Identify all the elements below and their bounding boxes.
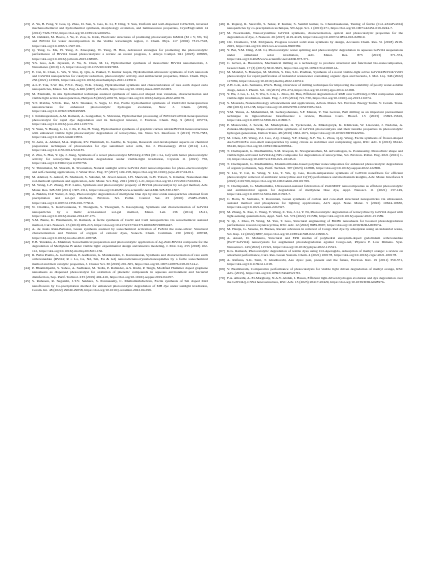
reference-number: [67] [219, 249, 225, 254]
reference-number: [33] [24, 139, 30, 144]
reference-entry [219, 276, 403, 285]
reference-entry [24, 70, 208, 83]
reference-text: M. Mandal, S. Banerjee, M. Mallick, S. Das, S.K. Pradhan, Synthesis of a novel visible-light active GdVO4/BiVO4/V2O5 photocatalyst for rapid purification of industrial wastewater containing organic dyes and bacteria, J. Mol. Liq. 346 (2022) 117084, https://doi.org/10.1016/j.molliq.2022.120512. [227, 70, 403, 83]
reference-text: A.L.Y. Tok, S.W. Du, F.Y.C. Boey, W.K. Chong, Hydrothermal synthesis and characterization of rare earth doped ceria nanoparticles, Mater. Sci. Eng. A 466 (2007) 223-229, https://doi.org/10.1016/j.msea.2007.02.063. [32, 82, 208, 92]
reference-text: V. Ekambaram, Comparative performance of photocatalysts for visible light driven degradation of methyl orange, RSC Adv. (2015), https://doi.org/10.1039/C5RA05217D. [227, 266, 403, 276]
reference-entry [24, 266, 208, 279]
reference-entry [219, 227, 403, 236]
reference-entry [24, 61, 208, 70]
reference-entry [219, 123, 403, 136]
reference-text: K.G. Ramesh, Photocatalytic degradation of textile dyes using CO-Aperagida, Adsorption of methyl orange: a review on adsorbent performance, Curr. Res. Green Sustain. Chem. 4 (2021) 100178, https://doi.org/10.1016/j.crgsc.2021.100178. [227, 249, 403, 258]
reference-number: [44] [24, 266, 30, 271]
reference-number: [43] [24, 253, 30, 258]
reference-entry [219, 149, 403, 162]
reference-number: [46] [219, 22, 225, 26]
reference-entry [24, 175, 208, 184]
reference-number: [39] [24, 205, 30, 210]
reference-text: P. Mazowicki, J. Sowik, M. Miedzyńska, O. Tyckowski, A. Mikołajczyk, K. Klimczak, W. Lisowski, J. Nadolna, A. Zaleska-Medynska, Shape-controllable synthesis of GdVO4 photocatalysts and their tunable properties in photocatalytic hydrogen generation, Dalton Trans. 48 (2019) 1662-1671, https://doi.org/10.1039/C8DT04225K. [227, 122, 403, 136]
reference-entry [219, 92, 403, 101]
reference-number: [38] [24, 192, 30, 197]
reference-number: [25] [24, 48, 30, 53]
reference-text: C. Botta, N. Samanta, T. Roventani, Green synthesis of carbon and core-shell structured nanoparticles via ultrasound-assisted method and phosphorus for lighting applications, ACS Appl. Nano Mater. 5 (2022) 10624-10630, https://doi.org/10.1021/acsanm.2c02327. [227, 196, 403, 210]
reference-entry [219, 197, 403, 210]
reference-text: Y. Qi, J. Zhao, H. Wang, M. Yan, T. Guo, Structural engineering of BiOBr nanosheets for boosted photodegradation performance toward oxytetracycline, RSC Adv. 12 (2022) 8989-8997, https://doi.org/10.1039/D2RA00397A. [227, 218, 403, 227]
reference-text: R. Rajaraj, R. Saravifit, S. Sekar, P. Kumar, S. Senthil kumar, G. Chandrasekaran, Tuning of ferrite (Co1-xZnxFe2O4) nanoparticles by co-precipitation technique, SN Appl. Sci. 1 (2019) 271, https://doi.org/10.1007/s42452-019-0244-7. [227, 22, 403, 31]
reference-entry [219, 162, 403, 171]
reference-text: Y.T. Prabhu, V.N.K. Rao, M.V. Shankar, S. Sujja, U. Pal, Facile hydrothermal synthesis of ZnO/CdO heterojunction nanostructures for enhanced photocatalytic hydrogen evolution, New J. Chem. (2019), https://doi.org/10.1039/C9NJ04956H. [32, 100, 208, 114]
reference-text: E. Cui, R. Chen, L. Wu, Y. Shu, Q. Qin, A. Pakkel, V. Kumar Gupta, Hydrothermal-ultrasonic synthesis of CuS nanorods and CuWO4 nanoparticles for catalytic reduction, photocatalytic activity, and antibacterial properties, Mater. Chem. Phys. 256 (2021) 123919, https://doi.org/10.1016/j.matchemphys.2021.123919. [32, 69, 208, 83]
reference-number: [56] [219, 122, 225, 127]
reference-text: A. Rafiana, S.K. Sinti, T. Ghaditorabi, Azo dyes: past, present and the future, Environ. Rev. 19 (2011) 350-371, https://doi.org/10.1139/a11-018. [227, 258, 403, 267]
reference-number: [31] [24, 113, 30, 118]
reference-number: [47] [219, 30, 225, 35]
reference-entry [219, 48, 403, 61]
reference-text: S. Rubesen, R. Suganthi, J.T.V. Sekhara, S. Ponnusamy, C. Muthamizhchelvan, Facile synthesis of Sm doped ZnO nanoflowers by Co-precipitation method for enhanced photocatalytic degradation of MB dye under sunlight irradiation, Ceram. Int. 48 (2022) 29049-29058, https://doi.org/10.1016/j.ceramint.2022.04.299. [32, 279, 208, 292]
reference-number: [24] [24, 35, 30, 40]
reference-entry [24, 92, 208, 101]
reference-text: Y. Yuan, Y. Huang, L. Li, J. Pu, P. Xu, H. Yang, Hydrothermal synthesis of graphitic carbon nitride/BiVO4 heterostructures with enhanced visible light photocatalytic degradation of tetracycline, Int. Nano Sci. Interfaces 3 (2013) 7579-7583, https://doi.org/10.1021/am401387d. [32, 126, 208, 140]
reference-text: Y. Bai, Y.M. Ding, Z.M. Li, Photocatalytic water splitting and photocatalytic degradation in aqueous GdVO4 suspensions under simulated solar irradiation, Adv. Mater. Res. 873 (2013) 371-374, https://doi.org/10.4028/www.scientific.net/AMR.873.371. [227, 48, 403, 61]
reference-number: [29] [24, 91, 30, 96]
reference-number: [34] [24, 152, 30, 157]
reference-text: R. Babu Prema, A. Gobinathan, P. Aadhavan, G. Manikandan, C. Karunakaran, Synthesis and characterization of rare earth orthovanadate (RVO4; R = La, Ce, Nd, Sm, Eu & Gd) nanorods/nanocrystals/nanospindles by a facile sonochemical method and their catalytic properties, J. Cluster Sci. 30 (2019) 291-305, https://doi.org/10.1007/s10876-018-01514-z. [32, 253, 208, 266]
reference-text: M. Ahmad, S. Ashraf, B. Shahzadi, S. Sabahat, M. Javed Ansari, I.H. Sherwali, G.H. Yobert, S. Kinahar, Nanosheet-like rod-methodd synthesis and application, Adv. Mater. Sci. Eng. 2021 (2021) 1-21, https://doi.org/10.1155/2021/5102014. [32, 174, 208, 183]
reference-entry [219, 267, 403, 276]
reference-text: E.B. Yendeka, A. Mukhtad, Sonochemical preparation and photocatalytic application of Ag-ZnO-BiVO4 composite for the degradation of Methylene B under visible light: experimental design and kinetics modeling, J. Mol. Liq. 255 (2018) 102-112, https://doi.org/10.1016/j.molliq.2018.01.156. [32, 240, 208, 253]
reference-number: [48] [219, 39, 225, 44]
reference-number: [69] [219, 266, 225, 271]
reference-entry [24, 218, 208, 227]
reference-number: [36] [24, 174, 30, 179]
reference-column-right [219, 22, 403, 292]
reference-number: [49] [219, 48, 225, 53]
reference-number: [41] [24, 227, 30, 232]
reference-number: [59] [219, 161, 225, 166]
reference-text: Z.H. Loh, A.K. Samanta, P.W.S. Heng, Overview of milling techniques for improving the solubility of poorly water-soluble drugs, Asian J. Pharm. Sci. 10 (2015) 255-274, https://doi.org/10.1016/j.ajps.2014.12.006. [227, 83, 403, 92]
reference-text: A. de Jesús Ruiz-Baltazar, Green synthesis assisted by sonochemical activation of Fe3O4 the nano-silver: Structural characterization and Wuluve of oxygen of cationic dyes, Sonoch. Chem. Commun. 130 (2021) 108748, https://doi.org/10.1016/j.inoche.2021.108748. [32, 227, 208, 240]
reference-number: [60] [219, 170, 225, 175]
reference-number: [54] [219, 100, 225, 105]
reference-entry [24, 205, 208, 218]
reference-number: [28] [24, 82, 30, 87]
reference-entry [219, 110, 403, 123]
reference-text: T. Chellapandi, G. Madhumitha, S.M. Roopan, R. Sivagurunathan, M. Arivazhagan, G. Ponnusamy, Monoclinic shape and visible light-activated GdVO4/Ag NPs composite for degradation of tetracycline, Sci. Environ. Pollut. Eng. 2021 (2021) 1-10, https://doi.org/10.1007/s11356-021-16145-0. [227, 148, 403, 162]
reference-entry [24, 227, 208, 240]
reference-text: J.R. Chamorro, T.M. McQueen, Progress toward solid state synthesis by design, Accounts Chem. Res. 51 (2018) 2918-2925, https://doi.org/10.1021/acs.accounts.8b00382. [227, 39, 403, 48]
reference-text: Z. Zhu, S. Han, Y. Qu, J. Jiang, Synthesis of a novel photocatalyst MVO4/g-C3N4 (M = La, Gd) with better photocatalytic activity for tetracycline hydrochloride degradation under visible-light irradiation, Crystals 11 (2021) 756, https://doi.org/10.3390/cryst11070756. [32, 152, 208, 166]
reference-entry [24, 35, 208, 48]
reference-text: M. Chen, J.H. Wang, Z.J. Luo, Z.Q. Cheng, Y.F. Zhang, X.F. Yu, L. Zhou, Q.Q. Wang, Facile synthesis of flower-shaped Au/GdVO4:Eu core-shell nanoparticles by using citrate as stabilizer and complexing agent, RSC Adv. 6 (2016) 96142-96146, https://doi.org/10.1039/C6RA20058A. [227, 135, 403, 149]
reference-text: V. Thirumalai, M. Sharath, R. Sivaraman, Natural sunlight active GdVO4 ZnO nanocomposites for photo-electrocatalytic and self-cleaning applications, J. Water Proc. Eng. 37 (2017) 149-158, https://doi.org/10.1016/j.jwpe.2017.04.011. [32, 165, 208, 175]
reference-text: M. Zhang, X. Xue, C. Wang, Y. Wang, Z. Tan, J. Li, Y. Ni, Photocatalytic degradation of tetracycline by GdVO4 doped with light-sensing quantum dots, Appl. Surf. Sci. 574 (2022) 151589, https://doi.org/10.1016/j.apsusc.2021.151589. [227, 209, 404, 219]
reference-text: P. Bhamidipathi, S. Sahoo, A. Sudhakar, M. Tedla, P. Rabinder, A.S. Rishi, P. Singh, Modified Hummer doped graphene nanosheets as dispersed photocatalyst for oxidation of phenolic compounds in aqueous environment and bacterial disinfection, Sep. Purif. Technol. 233 (2019) 404-416, https://doi.org/10.1016/j.seppur.2019.04.057. [32, 266, 208, 279]
reference-text: Z. Yu, B. Feng, Y. Gou, Q. Zhao, D. Sun, S. Gao, K. Li, F. Ding, T. Sun, Uniform and well-dispersed CdTe/ZnS, inverted mechanochemical and hydrothermal synthesis, morphology evolution, and luminescence properties, CrystEngComm 14 (2012) 7326-7332, https://doi.org/10.1039/c2ce26025a. [32, 22, 208, 35]
reference-entry [219, 210, 403, 219]
reference-entry [219, 70, 403, 83]
reference-entry [24, 101, 208, 114]
reference-text: Y.S. Guo, A.R. Jayaram, Z. Yu, X. Chen, M. Li, Hydrothermal synthesis of monoclinic BiVO4 nanomaterials, J. Nanomater. (2010) 1-5, https://doi.org/10.1155/2010/497963. [32, 61, 208, 70]
reference-entry [24, 166, 208, 175]
reference-number: [66] [219, 236, 225, 241]
reference-number: [63] [219, 209, 225, 214]
reference-number: [61] [219, 183, 225, 188]
reference-number: [53] [219, 92, 225, 97]
reference-text: M. Hasija, G. Saxena, D. Barnes, Recent advances in removal of Congo Red dye by adsorption using an industrial waste, Sci. Rep. 12 (2022) 6887, https://doi.org/10.1038/s41598-022-10999-5. [227, 227, 403, 236]
reference-text: Y. Liu, Y. Cai, K. Wang, Y. Liu, T. Wu, Q. Gao, Room-temperature synthesis of GdVO4 nanofibers for efficient photocatalytic removal of antibiotic tetracycline and Cr(VI) performance and mechanism insights, Adv. Mater. Interfaces 9 (2022) 2101769, https://doi.org/10.1002/admi.202101769. [227, 170, 403, 184]
reference-text: M. Elamathi, In situ hydrothermal technique assisted synthesis of nano-rod shaped iron vanadate, characterization and visible light active heterojunction, Heliyon 8 (2022) e09176, https://doi.org/10.1016/j.heliyon.2022.e09176. [32, 91, 208, 101]
reference-entry [24, 48, 208, 61]
reference-entry [219, 40, 403, 49]
reference-text: A. Ansari, D. Mohanta, Structural and EPR studies of polyhedral europium-doped gadolinium orthovanadate (Eu3+:GdVO4) nanocrystals for augmented photodegradation against Congo-red, Physica E Low Dimens. Syst. Nanostruct. 143 (2022) 115321, https://doi.org/10.1016/j.physe.2022.115321. [227, 236, 403, 249]
reference-entry [219, 101, 403, 110]
reference-entry [219, 184, 403, 197]
reference-text: A. Bekhta, D.P. Yadav, Z. Rey, Photocatalytic degradation of methylene blue dye by zinc oxide nanoparticles obtained from precipitation and sol-gel methods, Environ. Sci. Pollut. Control Ser. 23 (2016) 25485-25493, https://doi.org/10.1007/s11356-016-7750-6. [32, 192, 208, 205]
reference-number: [55] [219, 109, 225, 114]
reference-entry [24, 183, 208, 192]
reference-text: S.M. Bente, K. Hanmeruth, R. Ramesh, A facile synthesis of Cu2O and CuO nanoparticles via sonochemical assisted method, Curr. Nanosci. 15 (2019) 209-213, https://doi.org/10.2174/1573413714666180530084447. [32, 218, 208, 227]
reference-text: Y.M. Yunus, A. Muhammad, M. Gebreyohannes, S.F. Manan, Y. Van Gerven, Ball milling as an important pretreatment technique in lignocellulose biorefineries: a review, Biomass Conv. Bioref. 13 (2023) 15693-15616, https://doi.org/10.1007/s13399-021-01800-7. [227, 109, 403, 123]
reference-number: [32] [24, 126, 30, 131]
reference-text: S. Mourada, Nanotechnology advancements and applications, Advan. Mater. Sci. Environ. Energy Techn. V. Ceram. Trans. 260 (2016) 123-138, https://doi.org/10.1002/9781119323303.ch12. [227, 100, 403, 110]
reference-number: [27] [24, 69, 30, 74]
reference-number: [40] [24, 218, 30, 223]
reference-text: M. Noorizadeh, Nanocrystalline GdVO4 synthesis, characterization, optical and photocatalytic properties for the degradation of dye, J. Nanostr. 26 (2017) 4119-4126, https://doi.org/10.1007/s10854-016-6289-9. [227, 30, 403, 40]
reference-number: [30] [24, 100, 30, 105]
reference-entry [24, 253, 208, 266]
reference-number: [50] [219, 61, 225, 66]
reference-text: C. Grivet, A. Bucernicu, Mechanical milling as a technology to produce structural and functional bio-nanocomposites, Green Chem. 17 (3) (2015) 3610-3625, https://doi.org/10.1039/C5GC00451A. [227, 61, 403, 70]
reference-text: Q. Yang, G. Ma, H. Yang, Z. Xiaoqiang, W. Yang, H. Hou, Advanced strategies for promoting the photocatalytic performance of BiVO4 based photocatalysts: a review on recent progress, J. Alloys Compd. 941 (2023) 168995, https://doi.org/10.1016/j.jallcom.2023.168995. [32, 48, 208, 61]
reference-text: M. Oshikiri, M. Boero, J. Ye, Z. Zou, G. Kido, Electronic structures of promising photocatalysts InMO4 (M = V, Nb, Ta) and BiVO4 for water decomposition in the visible wavelength region, J. Chem. Phys. 117 (2002) 7313-7318, https://doi.org/10.1063/1.1507101. [32, 35, 208, 48]
reference-number: [42] [24, 240, 30, 245]
reference-number: [51] [219, 70, 225, 75]
reference-entry [219, 83, 403, 92]
reference-column-left [24, 22, 208, 292]
reference-entry [219, 22, 403, 31]
reference-number: [64] [219, 218, 225, 223]
reference-text: J. Krishnaprakash, A.M. Ramesh, A. Gangadhar, S. Shivanna, Hydrothermal processing of BiVO4/CuWO4 heterojunction photocatalyst for rapid dye degradation and its biological interest, J. Environ. Chem. Eng. 9 (2021) 105774, https://doi.org/10.1016/j.jece.2021.105774. [32, 113, 208, 127]
reference-entry [219, 236, 403, 249]
reference-number: [68] [219, 258, 225, 263]
reference-entry [219, 258, 403, 267]
reference-entry [219, 31, 403, 40]
reference-entry [219, 61, 403, 70]
reference-number: [45] [24, 279, 30, 284]
reference-entry [219, 171, 403, 184]
reference-number: [70] [219, 275, 225, 280]
reference-entry [219, 249, 403, 258]
reference-number: [23] [24, 22, 30, 26]
reference-number: [58] [219, 148, 225, 153]
reference-text: Y. Hu, J. Gu, L. Li, Y. Wu, S. Liu, L. Zhao, M. Hua, Efficient degradation of RhB over GdVO4/g-C3N4 composites under visible-light irradiation, Chem. Eng. J. 235 (2014) 721-730, https://doi.org/10.1016/j.cej.2013.10.074. [227, 92, 403, 101]
reference-number: [62] [219, 196, 225, 201]
reference-entry [24, 140, 208, 153]
reference-number: [65] [219, 227, 225, 232]
reference-number: [57] [219, 135, 225, 140]
reference-text: T. Chellapandi, G. Madhumitha, Ultrasound-assisted fabrication of ZnO/MMT nanocomposites as efficient photocatalytic and antimicrobial agents for degradation of methylene blue dye, Appl. Nanosci. 11 (2021) 137-149, https://doi.org/10.1007/s13204-020-01593-7. [227, 183, 403, 197]
reference-text: N. Chamba, S. Koirivarakana, T. Thongtem, S. Thongtem, S. Kaowphong, Synthesis and characterization of GdVO4 nanoparticles by a malic acid-assisted sol-gel method, Mater. Lett. 136 (2014) 18-21, https://doi.org/10.1016/j.matlet.2014.07.175. [32, 205, 208, 218]
reference-entry [24, 279, 208, 292]
reference-entry [24, 127, 208, 140]
reference-number: [52] [219, 83, 225, 88]
reference-entry [219, 136, 403, 149]
reference-text: T. Chellapandi, G. Madhumitha, Montmorillonite-based polymer nanocomposites for enhanced photocatalytic degradation of organic pollutants, Sep. Purif. Technol. 307 (2023) 122806, https://doi.org/10.1016/j.seppur.2022.122806. [227, 161, 403, 171]
reference-entry [24, 192, 208, 205]
reference-entry [219, 219, 403, 228]
reference-entry [24, 83, 208, 92]
reference-number: [35] [24, 165, 30, 170]
reference-number: [37] [24, 183, 30, 188]
reference-entry [24, 240, 208, 253]
reference-text: M. Wang, L.F. Zhang, H.Y. Lamo, Synthesis and photocatalytic property of BiVO4 photocatalyst by sol-gel method, Adv. Mater. Res. 328-330 (2011) 1307-1311, https://doi.org/10.4028/www.scientific.net/AMR.328-330.1307. [32, 183, 208, 192]
reference-entry [24, 153, 208, 166]
reference-columns [24, 22, 403, 292]
reference-text: F.A. Alharthi, A. El-Marghany, N.A.Y. Abduh, I. Hasan, Efficient light-driven hydrogen evolution and dye degradation over the GdVO4/g-C3N4 heterostructure, RSC Adv. 13 (2023) 20417-20429, https://doi.org/10.1039/D3RA02897G. [227, 275, 403, 284]
reference-text: N. Aziz, A. Ahmed, M.A. Rajhani, P.V. Hammadi, K. Jaedlle, K. Sopian, Research and development aspects on chemical preparation techniques of photoanodes for dye sensitized solar cells, Int. J. Photoenergy 2014 (2014) 1-21, https://doi.org/10.1155/2014/524135. [32, 139, 208, 153]
reference-number: [26] [24, 61, 30, 66]
reference-entry [24, 114, 208, 127]
reference-entry [24, 22, 208, 35]
